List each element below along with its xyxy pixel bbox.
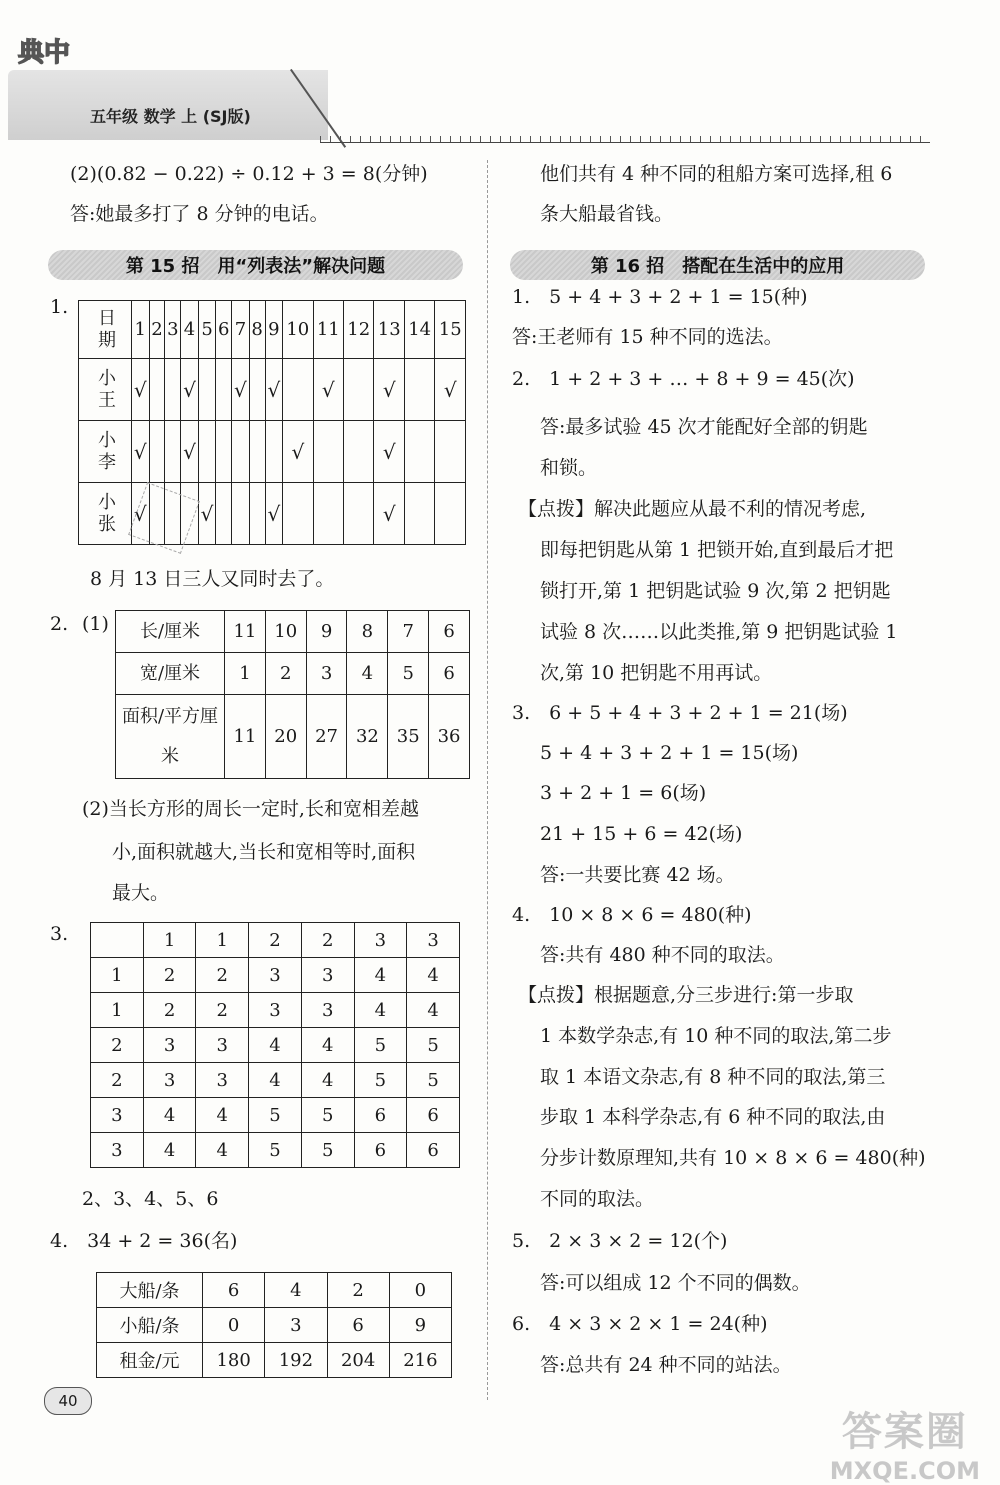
value-cell: 11 bbox=[225, 611, 266, 653]
section-16-title: 第 16 招 搭配在生活中的应用 bbox=[510, 250, 925, 280]
value-cell: 3 bbox=[196, 1028, 249, 1063]
value-cell: 3 bbox=[91, 1098, 144, 1133]
answer-line: 分步计数原理知,共有 10 × 8 × 6 = 480(种) bbox=[540, 1147, 926, 1169]
q3-number: 3. bbox=[50, 923, 69, 945]
value-cell: 4 bbox=[347, 653, 388, 695]
table-row bbox=[91, 1133, 460, 1168]
mark-cell: √ bbox=[265, 483, 283, 545]
answer-line: 3. 6 + 5 + 4 + 3 + 2 + 1 = 21(场) bbox=[512, 702, 848, 724]
mark-cell bbox=[435, 421, 466, 483]
q2-text-a: (2)当长方形的周长一定时,长和宽相差越 bbox=[82, 798, 419, 820]
q2-sub-1: (1) bbox=[82, 613, 109, 635]
value-cell: 4 bbox=[249, 1063, 302, 1098]
header-cell: 5 bbox=[198, 301, 216, 359]
table-row bbox=[91, 958, 460, 993]
value-cell: 2 bbox=[196, 958, 249, 993]
right-line-1: 他们共有 4 种不同的租船方案可选择,租 6 bbox=[540, 163, 893, 185]
value-cell: 1 bbox=[225, 653, 266, 695]
value-cell: 3 bbox=[301, 993, 354, 1028]
header-cell: 日期 bbox=[79, 301, 132, 359]
mark-cell bbox=[404, 359, 434, 421]
table-row bbox=[97, 1273, 452, 1308]
mark-cell: √ bbox=[132, 421, 150, 483]
mark-cell: √ bbox=[374, 421, 404, 483]
value-cell: 4 bbox=[196, 1098, 249, 1133]
header-cell: 14 bbox=[404, 301, 434, 359]
table-row bbox=[91, 1028, 460, 1063]
mark-cell bbox=[249, 359, 265, 421]
header-cell: 1 bbox=[196, 923, 249, 958]
value-cell: 2 bbox=[196, 993, 249, 1028]
q3-answer: 2、3、4、5、6 bbox=[82, 1188, 219, 1210]
mark-cell bbox=[283, 359, 313, 421]
answer-line: 答:共有 480 种不同的取法。 bbox=[540, 944, 785, 966]
header-cell: 2 bbox=[301, 923, 354, 958]
mark-cell: √ bbox=[198, 483, 216, 545]
value-cell: 3 bbox=[143, 1063, 196, 1098]
row-label: 小王 bbox=[79, 359, 132, 421]
mark-cell bbox=[265, 421, 283, 483]
page-number: 40 bbox=[44, 1387, 92, 1415]
mark-cell bbox=[435, 483, 466, 545]
mark-cell: √ bbox=[313, 359, 343, 421]
header-cell: 15 bbox=[435, 301, 466, 359]
value-cell: 2 bbox=[265, 653, 306, 695]
value-cell: 192 bbox=[265, 1343, 327, 1378]
table-row bbox=[97, 1343, 452, 1378]
answer-line: 21 + 15 + 6 = 42(场) bbox=[540, 823, 743, 845]
mark-cell: √ bbox=[283, 421, 313, 483]
value-cell: 2 bbox=[143, 958, 196, 993]
value-cell: 3 bbox=[249, 958, 302, 993]
header-cell: 12 bbox=[344, 301, 374, 359]
answer-line: 即每把钥匙从第 1 把锁开始,直到最后才把 bbox=[540, 539, 894, 561]
column-divider bbox=[487, 160, 488, 1400]
attendance-table bbox=[78, 300, 466, 545]
answer-line: 答:最多试验 45 次才能配好全部的钥匙 bbox=[540, 416, 868, 438]
table-row bbox=[91, 1098, 460, 1133]
mark-cell: √ bbox=[232, 359, 250, 421]
table-row bbox=[97, 1308, 452, 1343]
rectangle-table bbox=[115, 610, 470, 779]
value-cell: 1 bbox=[91, 993, 144, 1028]
watermark-url: MXQE.COM bbox=[829, 1457, 980, 1485]
header-cell: 7 bbox=[232, 301, 250, 359]
mark-cell: √ bbox=[435, 359, 466, 421]
header-cell: 8 bbox=[249, 301, 265, 359]
mark-cell bbox=[198, 421, 216, 483]
row-label: 小张 bbox=[79, 483, 132, 545]
mark-cell bbox=[149, 359, 165, 421]
value-cell: 4 bbox=[143, 1133, 196, 1168]
value-cell: 7 bbox=[388, 611, 429, 653]
mark-cell: √ bbox=[132, 483, 150, 545]
answer-line: 5 + 4 + 3 + 2 + 1 = 15(场) bbox=[540, 742, 799, 764]
section-15-title: 第 15 招 用“列表法”解决问题 bbox=[48, 250, 463, 280]
value-cell: 4 bbox=[301, 1063, 354, 1098]
value-cell: 4 bbox=[301, 1028, 354, 1063]
answer-line: 6. 4 × 3 × 2 × 1 = 24(种) bbox=[512, 1313, 768, 1335]
mark-cell: √ bbox=[181, 421, 199, 483]
mark-cell bbox=[249, 483, 265, 545]
value-cell: 5 bbox=[301, 1133, 354, 1168]
answer-line: 【点拨】根据题意,分三步进行:第一步取 bbox=[518, 984, 854, 1006]
mark-cell bbox=[344, 359, 374, 421]
mark-cell: √ bbox=[181, 359, 199, 421]
table-row bbox=[79, 301, 466, 359]
header-ruler bbox=[320, 130, 930, 143]
value-cell: 11 bbox=[225, 695, 266, 779]
mark-cell bbox=[344, 421, 374, 483]
mark-cell bbox=[313, 421, 343, 483]
q4-line: 4. 34 + 2 = 36(名) bbox=[50, 1230, 238, 1252]
value-cell: 5 bbox=[301, 1098, 354, 1133]
answer-line: 试验 8 次……以此类推,第 9 把钥匙试验 1 bbox=[540, 621, 898, 643]
header-cell: 4 bbox=[181, 301, 199, 359]
value-cell: 2 bbox=[327, 1273, 389, 1308]
answer-line: 2. 1 + 2 + 3 + … + 8 + 9 = 45(次) bbox=[512, 368, 855, 390]
value-cell: 9 bbox=[389, 1308, 451, 1343]
mark-cell: √ bbox=[374, 359, 404, 421]
answer-line: 锁打开,第 1 把钥匙试验 9 次,第 2 把钥匙 bbox=[540, 580, 891, 602]
answer-line: 答:一共要比赛 42 场。 bbox=[540, 864, 735, 886]
header-cell: 3 bbox=[407, 923, 460, 958]
answer-line: 答:可以组成 12 个不同的偶数。 bbox=[540, 1272, 811, 1294]
header-cell: 1 bbox=[143, 923, 196, 958]
row-label: 宽/厘米 bbox=[116, 653, 225, 695]
row-label: 小船/条 bbox=[97, 1308, 203, 1343]
value-cell: 216 bbox=[389, 1343, 451, 1378]
value-cell: 0 bbox=[389, 1273, 451, 1308]
row-label: 长/厘米 bbox=[116, 611, 225, 653]
row-label: 面积/平方厘米 bbox=[116, 695, 225, 779]
answer-line: 步取 1 本科学杂志,有 6 种不同的取法,由 bbox=[540, 1106, 886, 1128]
answer-line: 次,第 10 把钥匙不用再试。 bbox=[540, 662, 773, 684]
answer-line: 和锁。 bbox=[540, 457, 598, 479]
value-cell: 4 bbox=[354, 993, 407, 1028]
value-cell: 204 bbox=[327, 1343, 389, 1378]
value-cell: 4 bbox=[265, 1273, 327, 1308]
right-line-2: 条大船最省钱。 bbox=[540, 203, 674, 225]
table-row bbox=[79, 359, 466, 421]
value-cell: 3 bbox=[196, 1063, 249, 1098]
value-cell: 4 bbox=[354, 958, 407, 993]
value-cell: 5 bbox=[354, 1063, 407, 1098]
left-line-1: (2)(0.82 − 0.22) ÷ 0.12 + 3 = 8(分钟) bbox=[70, 163, 428, 185]
mark-cell bbox=[232, 421, 250, 483]
answer-line: 1. 5 + 4 + 3 + 2 + 1 = 15(种) bbox=[512, 286, 808, 308]
value-cell: 5 bbox=[388, 653, 429, 695]
mark-cell bbox=[344, 483, 374, 545]
row-label: 小李 bbox=[79, 421, 132, 483]
mark-cell bbox=[283, 483, 313, 545]
value-cell: 3 bbox=[306, 653, 347, 695]
mark-cell: √ bbox=[132, 359, 150, 421]
mark-cell: √ bbox=[265, 359, 283, 421]
table-row bbox=[91, 923, 460, 958]
value-cell: 6 bbox=[354, 1098, 407, 1133]
table-row bbox=[79, 421, 466, 483]
value-cell: 180 bbox=[203, 1343, 265, 1378]
left-line-2: 答:她最多打了 8 分钟的电话。 bbox=[70, 203, 329, 225]
header-cell: 3 bbox=[354, 923, 407, 958]
value-cell: 8 bbox=[347, 611, 388, 653]
value-cell: 0 bbox=[203, 1308, 265, 1343]
header-cell: 2 bbox=[149, 301, 165, 359]
value-cell: 4 bbox=[143, 1098, 196, 1133]
row-label: 大船/条 bbox=[97, 1273, 203, 1308]
header-cell: 1 bbox=[132, 301, 150, 359]
value-cell: 6 bbox=[429, 653, 470, 695]
value-cell: 2 bbox=[91, 1063, 144, 1098]
value-cell: 2 bbox=[143, 993, 196, 1028]
answer-line: 5. 2 × 3 × 2 = 12(个) bbox=[512, 1230, 728, 1252]
value-cell: 4 bbox=[407, 958, 460, 993]
q2-text-c: 最大。 bbox=[112, 882, 170, 904]
q1-number: 1. bbox=[50, 296, 69, 318]
mark-cell bbox=[404, 483, 434, 545]
q2-text-b: 小,面积就越大,当长和宽相等时,面积 bbox=[112, 841, 416, 863]
header-cell: 11 bbox=[313, 301, 343, 359]
value-cell: 4 bbox=[196, 1133, 249, 1168]
table-row bbox=[91, 1063, 460, 1098]
value-cell: 2 bbox=[91, 1028, 144, 1063]
value-cell: 3 bbox=[301, 958, 354, 993]
mark-cell bbox=[313, 483, 343, 545]
value-cell: 6 bbox=[203, 1273, 265, 1308]
answer-line: 答:王老师有 15 种不同的选法。 bbox=[512, 326, 783, 348]
mark-cell bbox=[165, 359, 181, 421]
answer-line: 【点拨】解决此题应从最不利的情况考虑, bbox=[518, 498, 867, 520]
value-cell: 5 bbox=[354, 1028, 407, 1063]
value-cell: 5 bbox=[407, 1063, 460, 1098]
book-logo: 典中 bbox=[18, 38, 71, 68]
mark-cell bbox=[232, 483, 250, 545]
mark-cell bbox=[404, 421, 434, 483]
q2-number: 2. bbox=[50, 613, 69, 635]
value-cell: 6 bbox=[327, 1308, 389, 1343]
header-cell: 6 bbox=[216, 301, 232, 359]
mark-cell bbox=[249, 421, 265, 483]
value-cell: 5 bbox=[407, 1028, 460, 1063]
value-cell: 6 bbox=[407, 1098, 460, 1133]
mark-cell bbox=[198, 359, 216, 421]
sum-table bbox=[90, 922, 460, 1168]
boat-table bbox=[96, 1272, 452, 1378]
value-cell: 27 bbox=[306, 695, 347, 779]
answer-line: 3 + 2 + 1 = 6(场) bbox=[540, 782, 707, 804]
value-cell: 20 bbox=[265, 695, 306, 779]
book-title: 五年级 数学 上 (SJ版) bbox=[90, 107, 251, 126]
value-cell: 5 bbox=[249, 1133, 302, 1168]
q1-answer: 8 月 13 日三人又同时去了。 bbox=[90, 568, 335, 590]
value-cell: 4 bbox=[249, 1028, 302, 1063]
header-cell: 13 bbox=[374, 301, 404, 359]
mark-cell bbox=[216, 483, 232, 545]
value-cell: 6 bbox=[429, 611, 470, 653]
answer-line: 取 1 本语文杂志,有 8 种不同的取法,第三 bbox=[540, 1066, 886, 1088]
value-cell: 6 bbox=[354, 1133, 407, 1168]
mark-cell bbox=[149, 421, 165, 483]
value-cell: 32 bbox=[347, 695, 388, 779]
table-row bbox=[91, 993, 460, 1028]
value-cell: 5 bbox=[249, 1098, 302, 1133]
mark-cell bbox=[216, 421, 232, 483]
value-cell: 4 bbox=[407, 993, 460, 1028]
header-cell: 2 bbox=[249, 923, 302, 958]
table-row bbox=[116, 653, 470, 695]
header-cell bbox=[91, 923, 144, 958]
answer-line: 1 本数学杂志,有 10 种不同的取法,第二步 bbox=[540, 1025, 892, 1047]
value-cell: 1 bbox=[91, 958, 144, 993]
answer-line: 4. 10 × 8 × 6 = 480(种) bbox=[512, 904, 752, 926]
mark-cell bbox=[165, 421, 181, 483]
row-label: 租金/元 bbox=[97, 1343, 203, 1378]
table-row bbox=[116, 695, 470, 779]
value-cell: 6 bbox=[407, 1133, 460, 1168]
watermark-main: 答案圈 bbox=[841, 1409, 968, 1455]
answer-line: 答:总共有 24 种不同的站法。 bbox=[540, 1354, 792, 1376]
value-cell: 10 bbox=[265, 611, 306, 653]
mark-cell: √ bbox=[374, 483, 404, 545]
watermark bbox=[830, 1400, 980, 1485]
header-cell: 9 bbox=[265, 301, 283, 359]
value-cell: 36 bbox=[429, 695, 470, 779]
value-cell: 3 bbox=[91, 1133, 144, 1168]
mark-cell bbox=[216, 359, 232, 421]
header-cell: 10 bbox=[283, 301, 313, 359]
header-cell: 3 bbox=[165, 301, 181, 359]
value-cell: 3 bbox=[265, 1308, 327, 1343]
value-cell: 35 bbox=[388, 695, 429, 779]
table-row bbox=[116, 611, 470, 653]
value-cell: 3 bbox=[143, 1028, 196, 1063]
value-cell: 9 bbox=[306, 611, 347, 653]
value-cell: 3 bbox=[249, 993, 302, 1028]
answer-line: 不同的取法。 bbox=[540, 1188, 655, 1210]
